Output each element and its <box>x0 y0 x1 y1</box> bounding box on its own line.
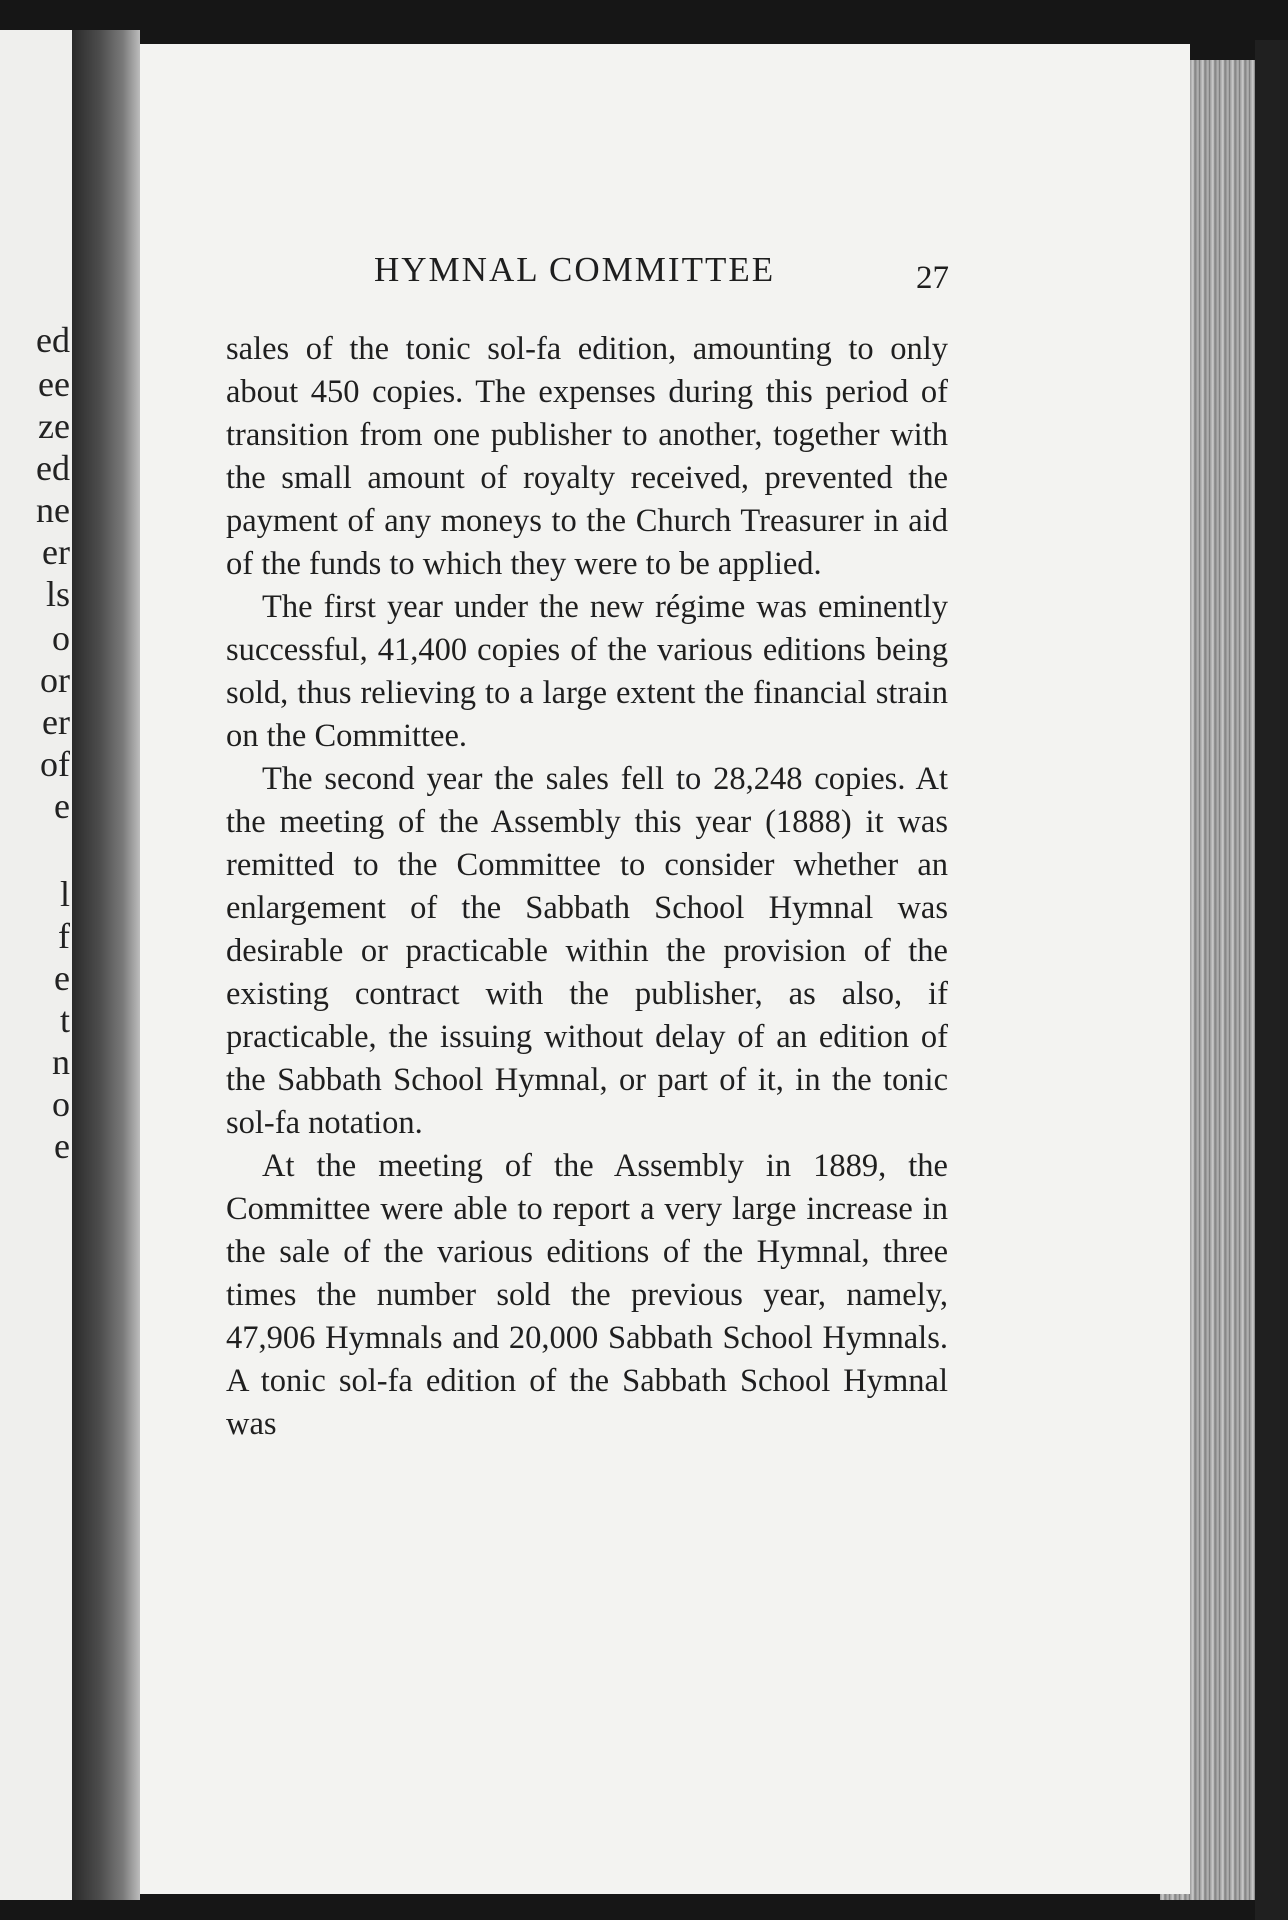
paragraph: The second year the sales fell to 28,248 copies. At the meeting of the Assembly this year (1888) it was remitted to the Committee to consider whether an enlargement of the Sabbath School Hymnal was desirable or practicable within the provision of the existing contract with the publisher, as also, if practicable, the issuing without delay of an edition of the Sabbath School Hymnal, or part of it, in the tonic sol-fa notation. <box>226 761 948 1141</box>
previous-page-fragment <box>0 30 72 1900</box>
left-page-text-fragment: of <box>40 744 70 784</box>
paragraph: The first year under the new régime was eminently successful, 41,400 copies of the various editions being sold, thus relieving to a large extent the financial strain on the Committee. <box>226 589 948 754</box>
running-head: HYMNAL COMMITTEE <box>374 250 776 289</box>
left-page-text-fragment: l <box>59 874 70 914</box>
left-page-text-fragment: or <box>40 660 70 700</box>
left-page-text-fragment: e <box>54 786 70 826</box>
page-body <box>226 328 948 1446</box>
left-page-text-fragment: er <box>42 532 70 572</box>
left-page-text-fragment: ed <box>36 448 70 488</box>
left-page-text-fragment: t <box>59 1000 70 1040</box>
left-page-text-fragment: er <box>42 702 70 742</box>
left-page-text-fragment: o <box>52 1084 70 1124</box>
left-page-text-fragment: f <box>58 916 70 956</box>
paragraph: At the meeting of the Assembly in 1889, the Committee were able to report a very large increase in the sale of the various editions of the Hymnal, three times the number sold the previous year, namely, 47,906 Hymnals and 20,000 Sabbath School Hymnals. A tonic sol-fa edition of the Sabbath School Hymnal was <box>226 1148 948 1442</box>
left-page-text-fragment: ls <box>45 574 70 614</box>
book-gutter <box>72 30 140 1900</box>
left-page-text-fragment: e <box>54 1126 70 1166</box>
left-page-text-fragment: o <box>52 618 70 658</box>
left-page-text-fragment: n <box>52 1042 70 1082</box>
scan-border <box>1255 40 1288 1920</box>
left-page-text-fragment: ze <box>38 406 70 446</box>
page-number: 27 <box>916 260 949 296</box>
left-page-text-fragment: ne <box>36 490 70 530</box>
left-page-text-fragment: e <box>54 958 70 998</box>
left-page-text-fragment: ee <box>38 364 70 404</box>
left-page-text-fragment: ed <box>36 320 70 360</box>
paragraph: sales of the tonic sol-fa edition, amounting to only about 450 copies. The expenses during this period of transition from one publisher to another, together with the small amount of royalty received, prevented the payment of any moneys to the Church Treasurer in aid of the funds to which they were to be applied. <box>226 331 948 582</box>
